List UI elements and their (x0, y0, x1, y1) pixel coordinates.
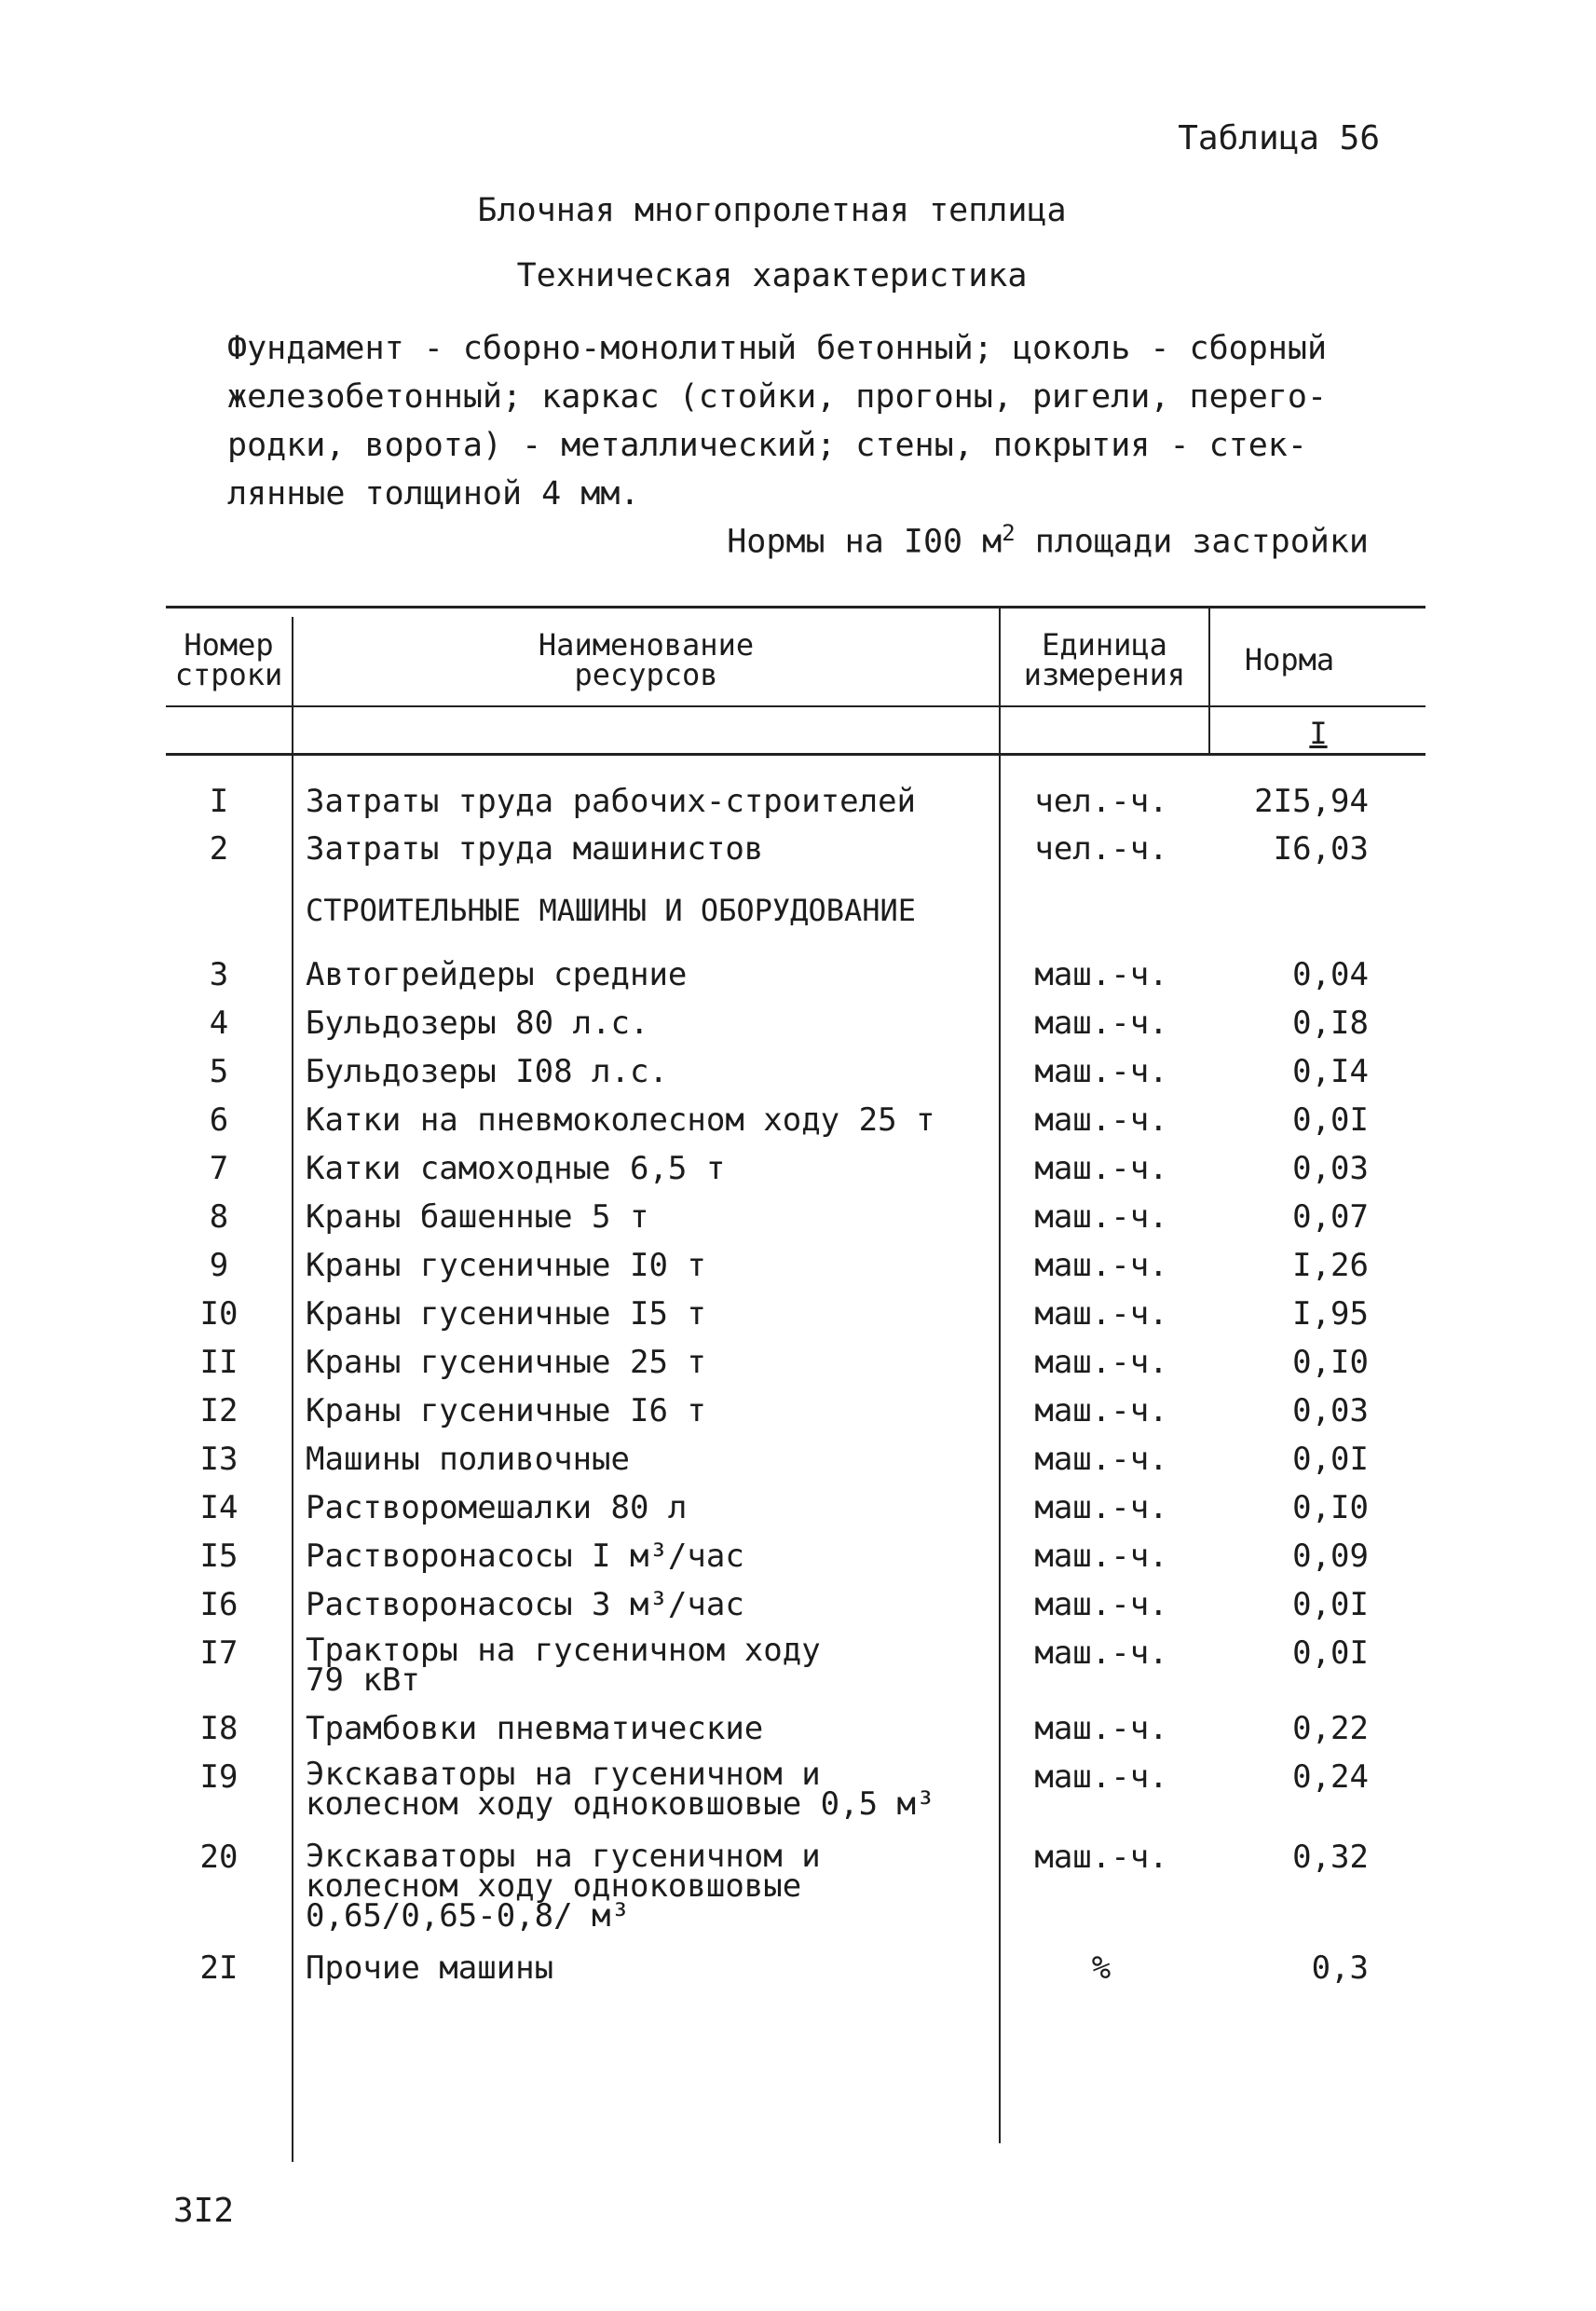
norm-value: 0,I0 (1292, 1489, 1369, 1526)
unit-of-measure: маш.-ч. (1034, 1441, 1168, 1478)
norm-value: 0,24 (1292, 1758, 1369, 1796)
resource-name: Тракторы на гусеничном ходу 79 кВт (306, 1632, 821, 1699)
resource-name: Растворонасосы 3 м³/час (306, 1586, 744, 1623)
unit-of-measure: маш.-ч. (1034, 1295, 1168, 1333)
description-line: железобетонный; каркас (стойки, прогоны, ригели, перего- (227, 378, 1328, 416)
page-number: 3I2 (173, 2192, 235, 2230)
norm-value: 2I5,94 (1254, 783, 1369, 820)
row-number: I0 (199, 1295, 239, 1333)
norm-value: 0,03 (1292, 1150, 1369, 1187)
norm-value: 0,0I (1292, 1586, 1369, 1623)
norms-caption-text-end: площади застройки (1015, 523, 1369, 561)
norms-caption (727, 520, 1369, 561)
unit-of-measure: маш.-ч. (1034, 1586, 1168, 1623)
row-number: 5 (209, 1053, 229, 1090)
norm-value: 0,I8 (1292, 1005, 1369, 1042)
row-number: 6 (209, 1101, 229, 1139)
unit-of-measure: маш.-ч. (1034, 1392, 1168, 1429)
document-heading: Блочная многопролетная теплица (477, 192, 1067, 229)
resource-name: Экскаваторы на гусеничном и колесном ходу одноковшовые 0,65/0,65-0,8/ м³ (306, 1838, 821, 1935)
row-number: I2 (199, 1392, 239, 1429)
row-number: I4 (199, 1489, 239, 1526)
resource-name: Катки самоходные 6,5 т (306, 1150, 726, 1187)
row-number: 2 (209, 830, 229, 868)
column-header-resource-name: Наименование ресурсов (538, 627, 755, 692)
norm-value: I,95 (1292, 1295, 1369, 1333)
row-number: 9 (209, 1247, 229, 1284)
unit-of-measure: маш.-ч. (1034, 956, 1168, 993)
row-number: 2I (199, 1949, 239, 1987)
unit-of-measure: маш.-ч. (1034, 1758, 1168, 1796)
column-divider (292, 617, 293, 2162)
norm-value: 0,32 (1292, 1839, 1369, 1876)
unit-of-measure: маш.-ч. (1034, 1247, 1168, 1284)
resource-name: Растворомешалки 80 л (306, 1489, 688, 1526)
resource-name: Затраты труда рабочих-строителей (306, 783, 917, 820)
row-number: I9 (199, 1758, 239, 1796)
unit-of-measure: % (1091, 1949, 1112, 1987)
column-header-row-number: Номер строки (174, 627, 283, 692)
column-header-unit: Единица измерения (1023, 627, 1186, 692)
index-row-bottom-rule (166, 753, 1425, 756)
row-number: 20 (199, 1839, 239, 1876)
resource-name: Краны гусеничные I5 т (306, 1295, 706, 1333)
resource-name: Бульдозеры 80 л.с. (306, 1005, 649, 1042)
norm-value: 0,09 (1292, 1538, 1369, 1575)
norm-value: 0,0I (1292, 1441, 1369, 1478)
row-number: I8 (199, 1710, 239, 1747)
resource-name: Краны гусеничные I6 т (306, 1392, 706, 1429)
unit-of-measure: маш.-ч. (1034, 1839, 1168, 1876)
norm-value: 0,22 (1292, 1710, 1369, 1747)
norm-value: I6,03 (1273, 830, 1369, 868)
row-number: I3 (199, 1441, 239, 1478)
document-subheading: Техническая характеристика (516, 257, 1028, 294)
unit-of-measure: чел.-ч. (1034, 783, 1168, 820)
resource-name: Экскаваторы на гусеничном и колесном ходу одноковшовые 0,5 м³ (306, 1756, 935, 1823)
resource-name: Краны гусеничные I0 т (306, 1247, 706, 1284)
resource-name: Трамбовки пневматические (306, 1710, 764, 1747)
header-bottom-rule (166, 705, 1425, 707)
unit-of-measure: маш.-ч. (1034, 1101, 1168, 1139)
norm-value: I,26 (1292, 1247, 1369, 1284)
row-number: I (209, 783, 229, 820)
norm-value: 0,07 (1292, 1198, 1369, 1236)
row-number: 8 (209, 1198, 229, 1236)
norm-value: 0,04 (1292, 956, 1369, 993)
unit-of-measure: маш.-ч. (1034, 1634, 1168, 1672)
section-title: СТРОИТЕЛЬНЫЕ МАШИНЫ И ОБОРУДОВАНИЕ (306, 893, 917, 928)
norm-value: 0,0I (1292, 1101, 1369, 1139)
norm-value: 0,3 (1311, 1949, 1369, 1987)
row-number: 3 (209, 956, 229, 993)
norms-caption-text: Нормы на I00 м (727, 523, 1003, 561)
row-number: 7 (209, 1150, 229, 1187)
norm-value: 0,I0 (1292, 1344, 1369, 1381)
unit-of-measure: маш.-ч. (1034, 1198, 1168, 1236)
resource-name: Затраты труда машинистов (306, 830, 764, 868)
resource-name: Краны гусеничные 25 т (306, 1344, 706, 1381)
row-number: 4 (209, 1005, 229, 1042)
description-line: Фундамент - сборно-монолитный бетонный; цоколь - сборный (227, 330, 1328, 367)
unit-of-measure: маш.-ч. (1034, 1489, 1168, 1526)
resource-name: Автогрейдеры средние (306, 956, 688, 993)
row-number: I7 (199, 1634, 239, 1672)
norm-value: 0,0I (1292, 1634, 1369, 1672)
resource-name: Прочие машины (306, 1949, 554, 1987)
column-divider (1208, 608, 1210, 755)
technical-description (227, 324, 1373, 518)
resource-name: Краны башенные 5 т (306, 1198, 649, 1236)
description-line: родки, ворота) - металлический; стены, покрытия - стек- (227, 427, 1307, 464)
unit-of-measure: чел.-ч. (1034, 830, 1168, 868)
row-number: I5 (199, 1538, 239, 1575)
resource-name: Растворонасосы I м³/час (306, 1538, 744, 1575)
description-line: лянные толщиной 4 мм. (227, 475, 640, 513)
norm-value: 0,I4 (1292, 1053, 1369, 1090)
column-header-norm: Норма (1244, 642, 1335, 677)
row-number: I6 (199, 1586, 239, 1623)
resource-name: Машины поливочные (306, 1441, 630, 1478)
unit-of-measure: маш.-ч. (1034, 1538, 1168, 1575)
unit-of-measure: маш.-ч. (1034, 1005, 1168, 1042)
row-number: II (199, 1344, 239, 1381)
norms-caption-superscript: 2 (1002, 520, 1016, 546)
table-top-rule (166, 606, 1425, 609)
unit-of-measure: маш.-ч. (1034, 1053, 1168, 1090)
resource-name: Бульдозеры I08 л.с. (306, 1053, 668, 1090)
resource-name: Катки на пневмоколесном ходу 25 т (306, 1101, 935, 1139)
table-number: Таблица 56 (1178, 119, 1380, 157)
unit-of-measure: маш.-ч. (1034, 1710, 1168, 1747)
unit-of-measure: маш.-ч. (1034, 1150, 1168, 1187)
norm-value: 0,03 (1292, 1392, 1369, 1429)
norm-column-index: I (1309, 716, 1328, 751)
unit-of-measure: маш.-ч. (1034, 1344, 1168, 1381)
